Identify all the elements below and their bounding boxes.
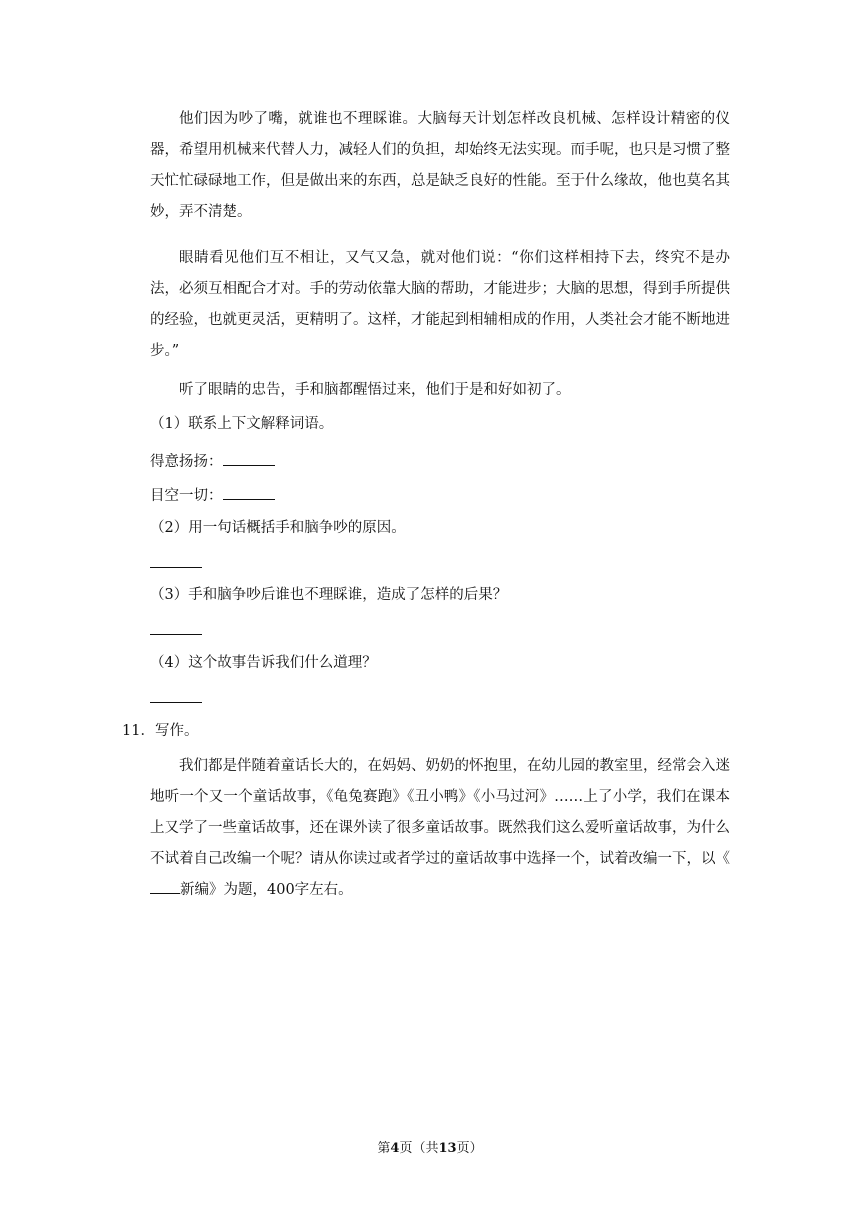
- question-11-prompt: [150, 751, 730, 906]
- question-2-answer-line: [150, 567, 202, 568]
- prompt-text-after: 新编》为题，400字左右。: [180, 882, 353, 898]
- question-2: （2）用一句话概括手和脑争吵的原因。: [150, 520, 406, 536]
- footer-middle: 页（共: [399, 1141, 439, 1156]
- question-1: （1）联系上下文解释词语。: [150, 416, 334, 432]
- footer-total-pages: 13: [438, 1141, 457, 1156]
- footer-suffix: 页）: [456, 1141, 483, 1156]
- question-3-answer-line: [150, 634, 202, 635]
- question-11-heading: 11．写作。: [122, 723, 199, 739]
- word-2-label: 目空一切：: [150, 488, 223, 504]
- word-2-blank: [223, 485, 275, 500]
- prompt-text-before: 我们都是伴随着童话长大的，在妈妈、奶奶的怀抱里，在幼儿园的教室里，经常会入迷地听一个又一个童话故事，《龟兔赛跑》《丑小鸭》《小马过河》……上了小学，我们在课本上又学了一些童话故事，还在课外读了很多童话故事。既然我们这么爱听童话故事，为什么不试着自己改编一个呢？请从你读过或者学过的童话故事中选择一个，试着改编一下，以《: [150, 758, 730, 867]
- question-4-answer-line: [150, 702, 202, 703]
- question-1-word-1: [150, 451, 275, 472]
- passage-paragraph-2: 眼睛看见他们互不相让，又气又急，就对他们说：“你们这样相持下去，终究不是办法，必须互相配合才对。手的劳动依靠大脑的帮助，才能进步；大脑的思想，得到手所提供的经验，也就更灵活，更精明了。这样，才能起到相辅相成的作用，人类社会才能不断地进步。”: [150, 250, 730, 359]
- word-1-label: 得意扬扬：: [150, 454, 223, 470]
- title-blank: [150, 879, 180, 894]
- word-1-blank: [223, 451, 275, 466]
- question-4: （4）这个故事告诉我们什么道理？: [150, 655, 377, 671]
- question-3: （3）手和脑争吵后谁也不理睬谁，造成了怎样的后果？: [150, 587, 508, 603]
- passage-paragraph-3: 听了眼睛的忠告，手和脑都醒悟过来，他们于是和好如初了。: [179, 382, 571, 398]
- question-1-word-2: [150, 485, 275, 506]
- page-footer: [0, 1140, 860, 1158]
- passage-paragraph-1: 他们因为吵了嘴，就谁也不理睬谁。大脑每天计划怎样改良机械、怎样设计精密的仪器，希望用机械来代替人力，减轻人们的负担，却始终无法实现。而手呢，也只是习惯了整天忙忙碌碌地工作，但是做出来的东西，总是缺乏良好的性能。至于什么缘故，他也莫名其妙，弄不清楚。: [150, 111, 730, 220]
- footer-prefix: 第: [377, 1141, 391, 1156]
- footer-page-number: 4: [390, 1141, 400, 1156]
